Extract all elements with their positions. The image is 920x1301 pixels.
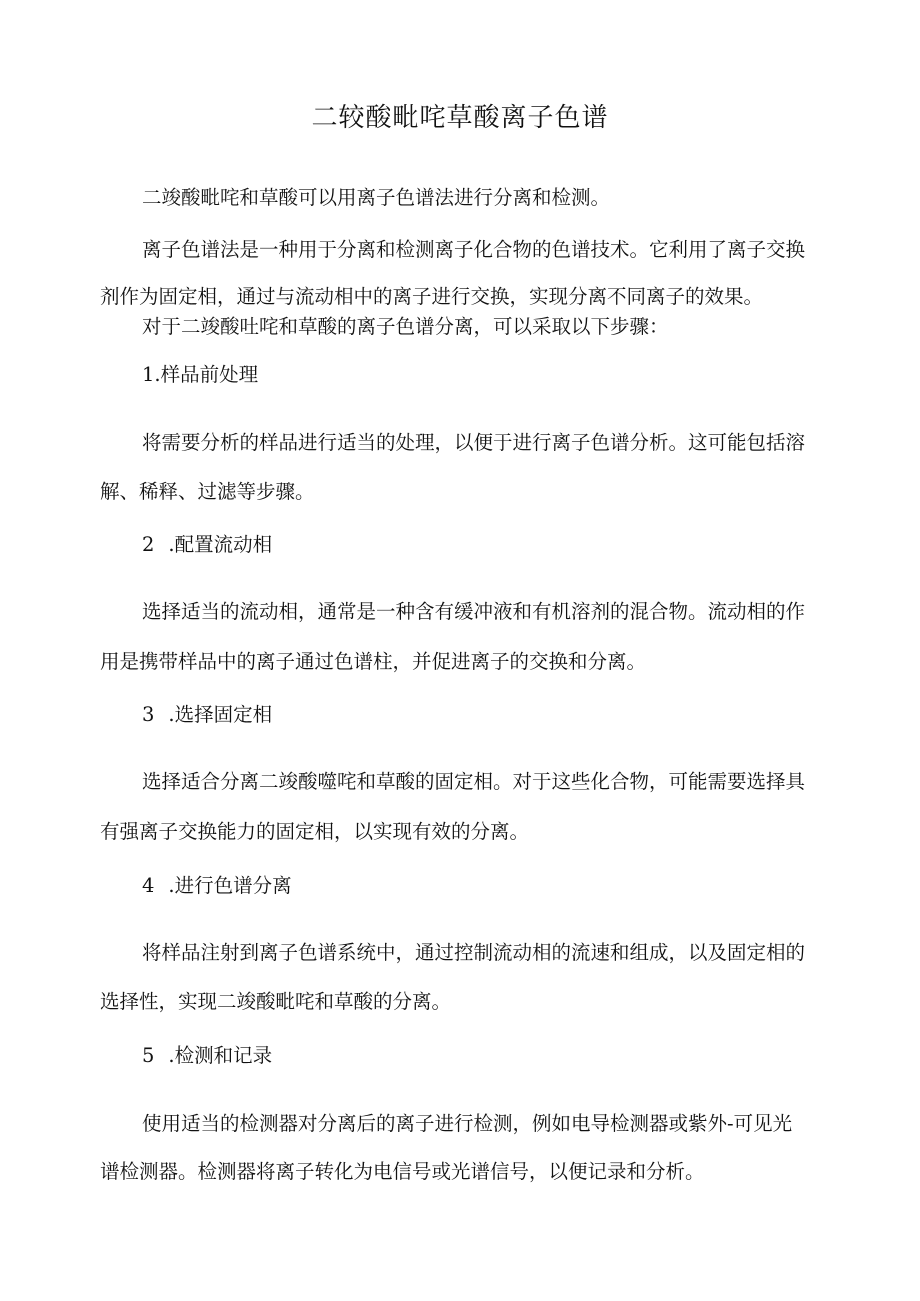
step-number: 5 (142, 1044, 155, 1067)
step-number: 3 (142, 703, 155, 726)
intro-paragraph-1: 二竣酸毗咤和草酸可以用离子色谱法进行分离和检测。 (142, 186, 611, 209)
step-number: 4 (142, 874, 155, 897)
intro-paragraph-2-line-1: 离子色谱法是一种用于分离和检测离子化合物的色谱技术。它利用了离子交换 (142, 238, 806, 261)
step-5-text-line-2: 谱检测器。检测器将离子转化为电信号或光谱信号，以便记录和分析。 (100, 1160, 705, 1183)
step-title: .配置流动相 (168, 533, 273, 556)
step-number: 1. (142, 363, 161, 386)
step-3-text-line-1: 选择适合分离二竣酸噬咤和草酸的固定相。对于这些化合物，可能需要选择具 (142, 770, 806, 793)
step-title: .选择固定相 (168, 703, 273, 726)
step-2-text-line-1: 选择适当的流动相，通常是一种含有缓冲液和有机溶剂的混合物。流动相的作 (142, 600, 806, 623)
step-title: .进行色谱分离 (168, 874, 292, 897)
intro-paragraph-2-line-2: 剂作为固定相，通过与流动相中的离子进行交换，实现分离不同离子的效果。 (100, 285, 764, 308)
step-1-text-line-1: 将需要分析的样品进行适当的处理，以便于进行离子色谱分析。这可能包括溶 (142, 431, 806, 454)
step-5-text-line-1: 使用适当的检测器对分离后的离子进行检测，例如电导检测器或紫外-可见光 (142, 1112, 793, 1135)
step-1-text-line-2: 解、稀释、过滤等步骤。 (100, 480, 315, 503)
step-number: 2 (142, 533, 155, 556)
step-title: 样品前处理 (160, 363, 259, 386)
step-title: .检测和记录 (168, 1044, 273, 1067)
step-heading-5 (142, 1042, 272, 1070)
step-heading-1 (142, 361, 258, 389)
page-title: 二较酸毗咤草酸离子色谱 (311, 103, 609, 133)
step-4-text-line-2: 选择性，实现二竣酸毗咤和草酸的分离。 (100, 990, 452, 1013)
step-heading-2 (142, 531, 272, 559)
intro-paragraph-3: 对于二竣酸吐咤和草酸的离子色谱分离，可以采取以下步骤： (142, 315, 669, 338)
step-3-text-line-2: 有强离子交换能力的固定相，以实现有效的分离。 (100, 820, 530, 843)
step-2-text-line-2: 用是携带样品中的离子通过色谱柱，并促进离子的交换和分离。 (100, 650, 647, 673)
step-heading-4 (142, 872, 292, 900)
step-4-text-line-1: 将样品注射到离子色谱系统中，通过控制流动相的流速和组成，以及固定相的 (142, 941, 806, 964)
step-heading-3 (142, 701, 272, 729)
